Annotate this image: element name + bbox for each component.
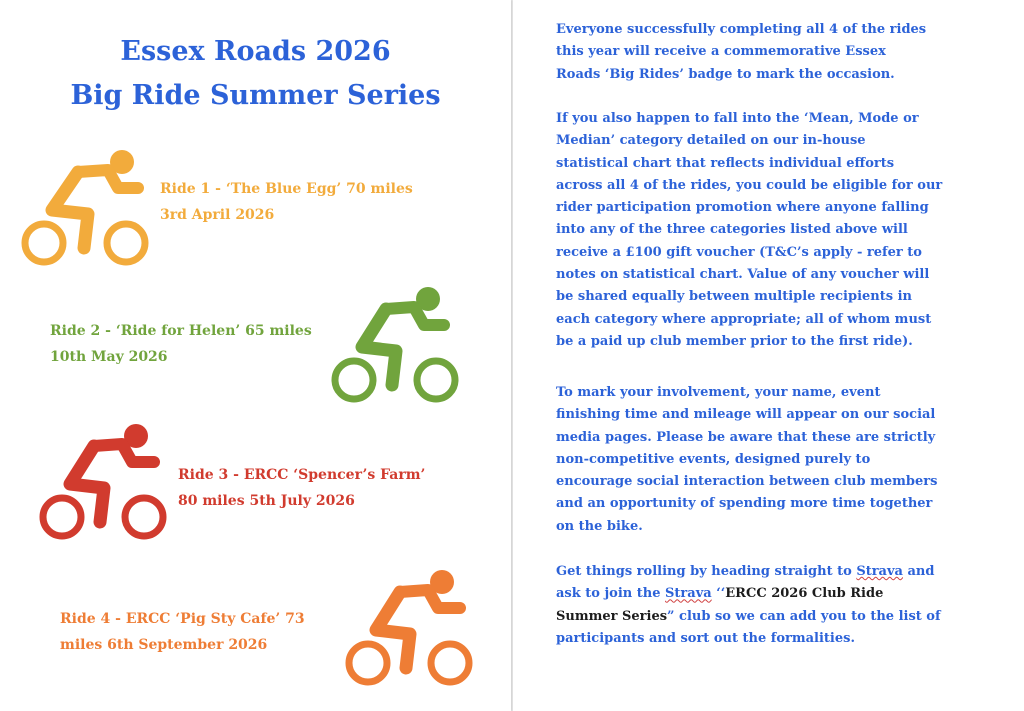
text-fragment: ‘‘ bbox=[711, 586, 726, 602]
text-line: statistical chart that reflects individual efforts bbox=[556, 155, 895, 171]
cyclist-icon-ride-2 bbox=[330, 285, 470, 409]
text-line: Roads ‘Big Rides’ badge to mark the occasion. bbox=[556, 66, 895, 82]
text-line: be shared equally between multiple recipients in bbox=[556, 289, 912, 305]
text-line: and an opportunity of spending more time together bbox=[556, 496, 933, 512]
ride-4-text bbox=[60, 606, 305, 658]
cyclist-icon-ride-4 bbox=[342, 566, 482, 690]
club-name: Summer Series bbox=[556, 608, 668, 624]
text-line: Median’ category detailed on our in-house bbox=[556, 133, 866, 149]
paragraph-involvement bbox=[556, 382, 1006, 538]
text-line: non-competitive events, designed purely to bbox=[556, 451, 871, 467]
title-line-2: Big Ride Summer Series bbox=[70, 80, 441, 111]
ride-2-title: Ride 2 - ‘Ride for Helen’ 65 miles bbox=[50, 323, 312, 339]
text-line: If you also happen to fall into the ‘Mean, Mode or bbox=[556, 111, 919, 126]
strava-link[interactable]: Strava bbox=[665, 586, 712, 602]
ride-1-title: Ride 1 - ‘The Blue Egg’ 70 miles bbox=[160, 181, 413, 197]
cyclist-icon-ride-1 bbox=[18, 148, 158, 272]
ride-1-date: 3rd April 2026 bbox=[160, 207, 275, 223]
strava-link[interactable]: Strava bbox=[856, 564, 903, 579]
ride-1-text bbox=[160, 176, 413, 228]
text-line: be a paid up club member prior to the first ride). bbox=[556, 333, 913, 349]
text-line: receive a £100 gift voucher (T&C’s apply - refer to bbox=[556, 244, 922, 260]
text-line: encourage social interaction between club members bbox=[556, 474, 938, 490]
text-fragment: and bbox=[902, 564, 935, 579]
right-page bbox=[513, 0, 1024, 711]
title-line-1: Essex Roads 2026 bbox=[120, 36, 391, 67]
text-line: each category where appropriate; all of whom must bbox=[556, 311, 932, 327]
cyclist-icon-ride-3 bbox=[36, 420, 176, 544]
text-line: media pages. Please be aware that these are strictly bbox=[556, 429, 936, 445]
ride-3-date: 80 miles 5th July 2026 bbox=[178, 493, 355, 509]
text-line bbox=[556, 583, 1006, 605]
text-line: rider participation promotion where anyone falling bbox=[556, 200, 929, 216]
ride-4-title: Ride 4 - ERCC ‘Pig Sty Cafe’ 73 bbox=[60, 611, 305, 627]
text-line bbox=[556, 606, 1006, 628]
ride-3-text bbox=[178, 462, 425, 514]
paragraph-badge bbox=[556, 19, 1006, 86]
text-line: finishing time and mileage will appear on our social bbox=[556, 407, 936, 423]
text-line: on the bike. bbox=[556, 518, 643, 534]
left-page bbox=[0, 0, 511, 711]
text-line: across all 4 of the rides, you could be eligible for our bbox=[556, 177, 943, 193]
text-line: into any of the three categories listed above will bbox=[556, 222, 908, 238]
ride-2-date: 10th May 2026 bbox=[50, 349, 168, 365]
text-fragment: ask to join the bbox=[556, 586, 666, 602]
ride-3-title: Ride 3 - ERCC ‘Spencer’s Farm’ bbox=[178, 467, 426, 483]
text-line: this year will receive a commemorative Essex bbox=[556, 44, 886, 60]
ride-2-text bbox=[50, 318, 312, 370]
text-line bbox=[556, 561, 1006, 583]
club-name: ERCC 2026 Club Ride bbox=[725, 586, 884, 602]
text-line: To mark your involvement, your name, event bbox=[556, 385, 881, 400]
text-fragment: ” club so we can add you to the list of bbox=[667, 608, 941, 624]
text-fragment: Get things rolling by heading straight to bbox=[556, 564, 857, 579]
paragraph-strava bbox=[556, 561, 1006, 650]
ride-4-date: miles 6th September 2026 bbox=[60, 637, 268, 653]
paragraph-promotion bbox=[556, 108, 1006, 353]
text-line: Everyone successfully completing all 4 of the rides bbox=[556, 22, 927, 37]
text-line: participants and sort out the formalities. bbox=[556, 630, 855, 646]
text-line: notes on statistical chart. Value of any voucher will bbox=[556, 267, 930, 283]
